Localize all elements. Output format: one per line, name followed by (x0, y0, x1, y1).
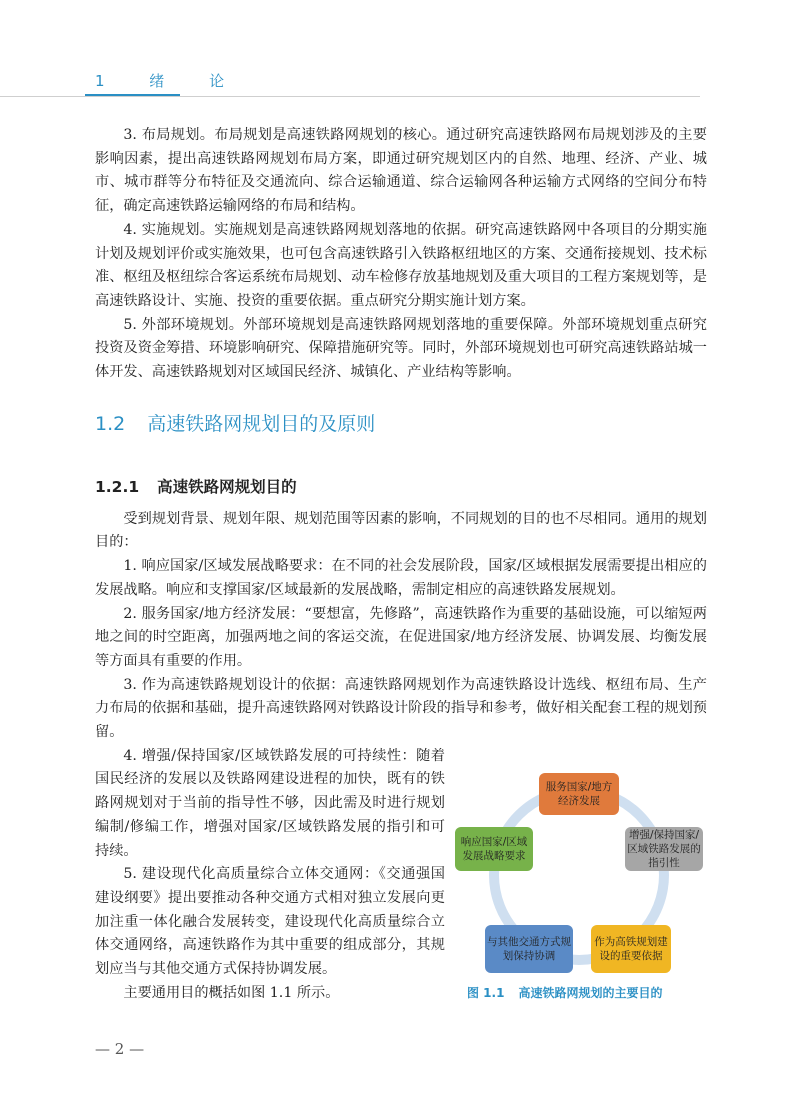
header-rule (0, 96, 700, 97)
purpose-cycle-diagram (455, 765, 705, 1005)
subsection-heading (95, 474, 707, 500)
text-beside-figure (95, 745, 445, 1006)
paragraph-intro: 受到规划背景、规划年限、规划范围等因素的影响，不同规划的目的也不尽相同。通用的规划目的： (95, 510, 707, 551)
paragraph-figure-reference: 主要通用目的概括如图 1.1 所示。 (123, 984, 340, 1001)
section-number: 1.2 (95, 412, 126, 435)
page-number: — 2 — (95, 1040, 145, 1058)
figure-title: 高速铁路网规划的主要目的 (518, 986, 663, 1000)
subsection-title: 高速铁路网规划目的 (157, 477, 297, 496)
node-strategy-response: 响应国家/区域发展战略要求 (455, 827, 533, 871)
section-title: 高速铁路网规划目的及原则 (147, 412, 376, 435)
paragraph-purpose-4: 4. 增强/保持国家/区域铁路发展的可持续性：随着国民经济的发展以及铁路网建设进程的加快，既有的铁路网规划对于当前的指导性不够，因此需及时进行规划编制/修编工作，增强对国家/区域铁路发展的指引和可持续。 (95, 747, 445, 859)
node-transport-coordination: 与其他交通方式规划保持协调 (485, 925, 573, 973)
paragraph-purpose-5: 5. 建设现代化高质量综合立体交通网：《交通强国建设纲要》提出要推动各种交通方式相对独立发展向更加注重一体化融合发展转变，建设现代化高质量综合立体交通网络，高速铁路作为其中重要的组成部分，其规划应当与其他交通方式保持协调发展。 (95, 866, 445, 978)
figure-caption (467, 984, 662, 1001)
paragraph-layout-planning: 3. 布局规划。布局规划是高速铁路网规划的核心。通过研究高速铁路网布局规划涉及的主要影响因素，提出高速铁路网规划布局方案，即通过研究规划区内的自然、地理、经济、产业、城市、城市群等分布特征及交通流向、综合运输通道、综合运输网各种运输方式网络的空间分布特征，确定高速铁路运输网络的布局和结构。 (95, 127, 707, 215)
figure-number: 图 1.1 (467, 986, 505, 1000)
paragraph-purpose-1: 1. 响应国家/区域发展战略要求：在不同的社会发展阶段，国家/区域根据发展需要提出相应的发展战略。响应和支撑国家/区域最新的发展战略，需制定相应的高速铁路发展规划。 (95, 558, 707, 598)
subsection-number: 1.2.1 (95, 477, 140, 496)
node-railway-guidance: 增强/保持国家/区域铁路发展的指引性 (625, 827, 703, 871)
section-heading (95, 410, 707, 462)
running-header (0, 0, 800, 100)
chapter-title: 1 绪 论 (95, 72, 245, 90)
paragraph-implementation-planning: 4. 实施规划。实施规划是高速铁路网规划落地的依据。研究高速铁路网中各项目的分期实施计划及规划评价或实施效果，也可包含高速铁路引入铁路枢纽地区的方案、交通衔接规划、技术标准、枢纽及枢纽综合客运系统布局规划、动车检修存放基地规划及重大项目的工程方案规划等，是高速铁路设计、实施、投资的重要依据。重点研究分期实施计划方案。 (95, 221, 707, 309)
node-planning-basis: 作为高铁规划建设的重要依据 (591, 925, 671, 973)
paragraph-purpose-3: 3. 作为高速铁路规划设计的依据：高速铁路网规划作为高速铁路设计选线、枢纽布局、生产力布局的依据和基础，提升高速铁路网对铁路设计阶段的指导和参考，做好相关配套工程的规划预留。 (95, 676, 707, 741)
node-economic-development: 服务国家/地方经济发展 (539, 773, 619, 815)
paragraph-purpose-2: 2. 服务国家/地方经济发展：“要想富，先修路”，高速铁路作为重要的基础设施，可以缩短两地之间的时空距离，加强两地之间的客运交流，在促进国家/地方经济发展、协调发展、均衡发展等方面具有重要的作用。 (95, 605, 707, 669)
paragraph-external-environment: 5. 外部环境规划。外部环境规划是高速铁路网规划落地的重要保障。外部环境规划重点研究投资及资金筹措、环境影响研究、保障措施研究等。同时，外部环境规划也可研究高速铁路站城一体开发、高速铁路规划对区域国民经济、城镇化、产业结构等影响。 (95, 316, 707, 381)
